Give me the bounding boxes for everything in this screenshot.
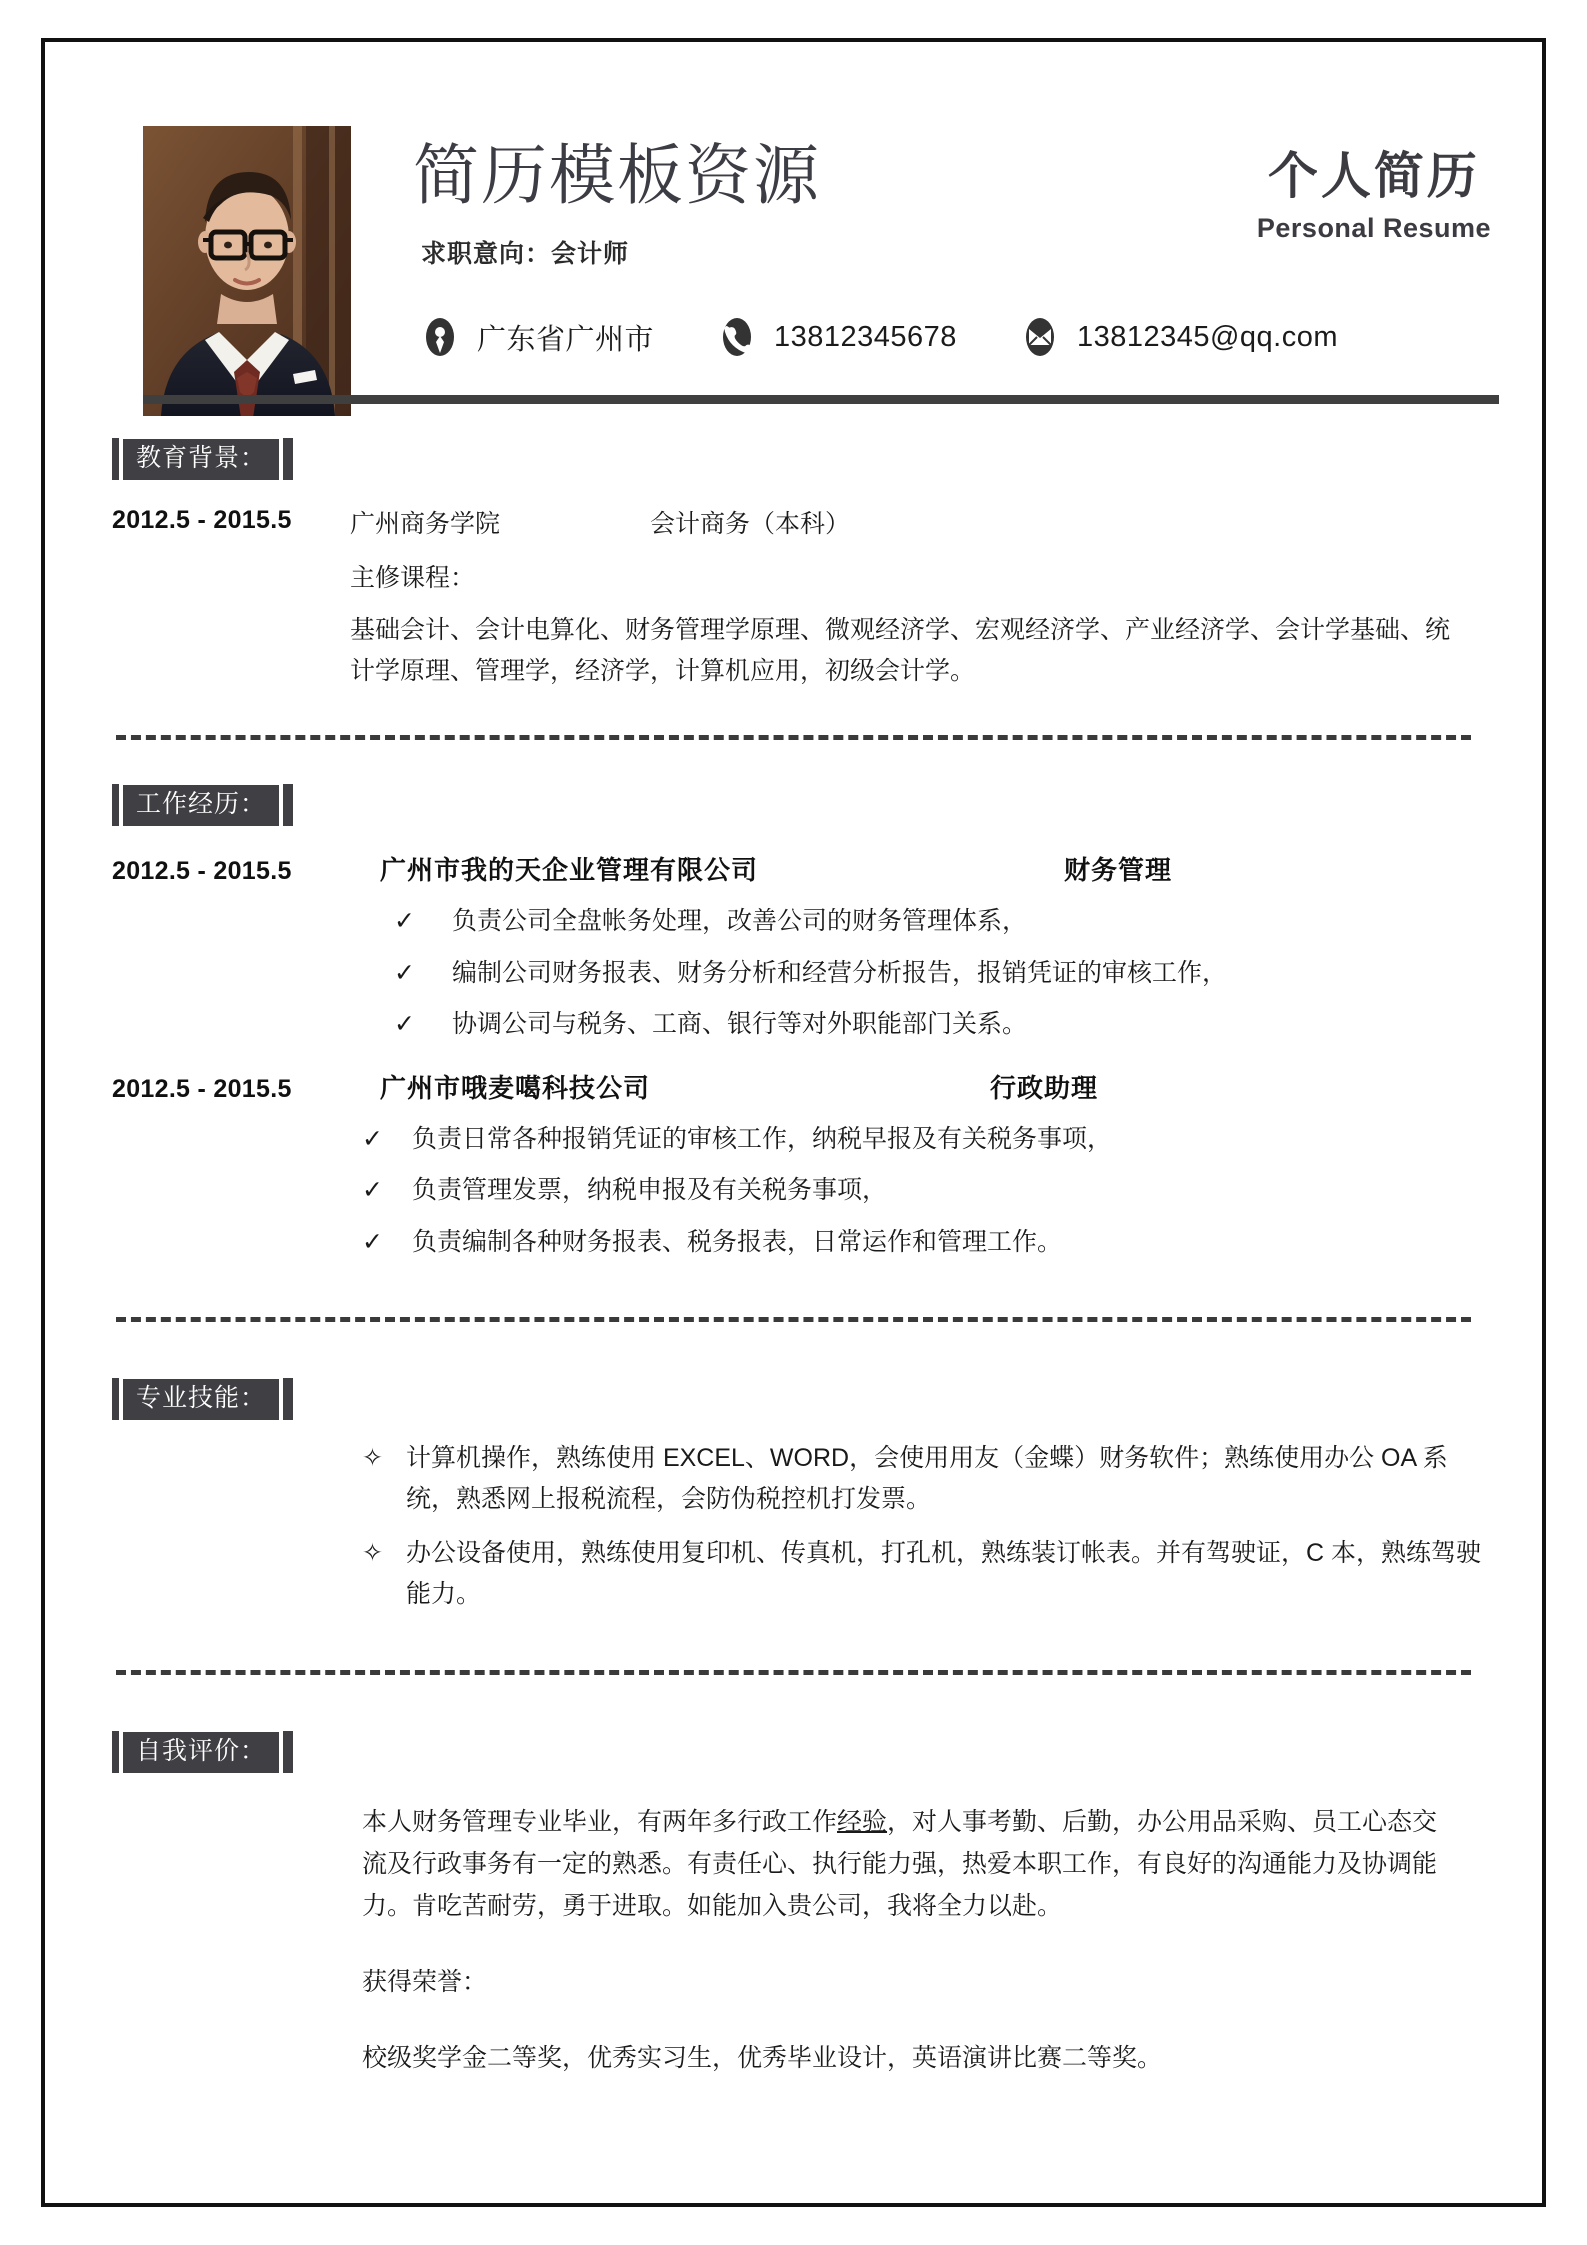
section-header-work: [112, 784, 1503, 826]
work-date: 2012.5 - 2015.5: [112, 857, 292, 885]
check-icon: ✓: [394, 907, 415, 935]
phone-icon: [716, 316, 758, 358]
work-company: 广州市我的天企业管理有限公司: [380, 855, 759, 885]
list-item: [112, 1121, 1503, 1159]
section-label-work: 工作经历：: [123, 785, 279, 826]
section-label-self-evaluation: 自我评价：: [123, 1732, 279, 1773]
self-evaluation-spellcheck-word: 经验: [837, 1808, 888, 1836]
education-heading-row: [350, 504, 1503, 540]
work-entry: [84, 850, 1503, 1044]
work-bullets: [112, 903, 1503, 1044]
list-item: [112, 903, 1503, 941]
section-accent-right: [283, 438, 293, 480]
list-item: [112, 955, 1503, 993]
check-icon: ✓: [394, 1010, 415, 1038]
contact-phone-value: 13812345678: [774, 320, 957, 353]
work-role: 行政助理: [990, 1072, 1099, 1103]
section-education: [84, 438, 1503, 691]
education-body: [350, 504, 1503, 691]
education-school: 广州商务学院: [350, 510, 501, 538]
page-title: 简历模板资源: [413, 138, 821, 212]
skill-text: 计算机操作，熟练使用 EXCEL、WORD，会使用用友（金蝶）财务软件；熟练使用办公 OA 系统，熟悉网上报税流程，会防伪税控机打发票。: [406, 1444, 1448, 1513]
resume-content: [84, 84, 1503, 2175]
section-accent-left: [112, 784, 119, 826]
work-bullet-text: 负责日常各种报销凭证的审核工作，纳税早报及有关税务事项，: [412, 1124, 1113, 1153]
header-title-left: [413, 136, 821, 270]
section-accent-right: [283, 1378, 293, 1420]
portrait-photo-icon: [143, 126, 351, 416]
envelope-icon: [1019, 316, 1061, 358]
self-evaluation-text-part1: 本人财务管理专业毕业，有两年多行政工作: [362, 1808, 838, 1836]
list-item: [112, 1172, 1503, 1210]
check-icon: ✓: [394, 958, 415, 987]
diamond-icon: ✧: [362, 1444, 383, 1472]
contact-row: [413, 316, 1503, 358]
header-title-row: [413, 136, 1503, 270]
skills-list: [84, 1438, 1503, 1614]
section-header-education: [112, 438, 1503, 480]
contact-phone: [716, 316, 957, 358]
work-bullet-text: 负责管理发票，纳税申报及有关税务事项，: [412, 1176, 888, 1204]
avatar: [143, 126, 351, 416]
education-entry: [84, 504, 1503, 691]
self-evaluation-body: [84, 1801, 1503, 2079]
self-evaluation-text-part2: ，对人事考勤、后勤，办公用品采购、员工心态交流及行政事务有一定的熟悉。有责任心、执行能力强，热爱本职工作，有良好的沟通能力及协调能力。肯吃苦耐劳，勇于进取。如能加入贵公司，我将全力以赴。: [362, 1808, 1438, 1920]
work-bullet-text: 负责公司全盘帐务处理，改善公司的财务管理体系，: [452, 907, 1028, 935]
section-accent-left: [112, 438, 119, 480]
self-evaluation-paragraph: [362, 1801, 1452, 1927]
list-item: [112, 1533, 1503, 1614]
contact-location: [419, 316, 654, 358]
section-self-evaluation: [84, 1731, 1503, 2079]
work-bullet-text: 协调公司与税务、工商、银行等对外职能部门关系。: [452, 1010, 1028, 1038]
check-icon: ✓: [362, 1176, 383, 1204]
work-entry: [84, 1068, 1503, 1262]
work-bullet-text: 编制公司财务报表、财务分析和经营分析报告，报销凭证的审核工作，: [452, 958, 1228, 987]
honors-text: 校级奖学金二等奖，优秀实习生，优秀毕业设计，英语演讲比赛二等奖。: [362, 2044, 1163, 2072]
work-bullets: [112, 1121, 1503, 1262]
location-pin-icon: [419, 316, 461, 358]
contact-location-value: 广东省广州市: [477, 323, 655, 356]
header-divider-bar: [143, 395, 1499, 404]
check-icon: ✓: [362, 1227, 383, 1256]
check-icon: ✓: [362, 1124, 383, 1153]
job-objective: 求职意向：会计师: [421, 240, 630, 268]
contact-email-value: 13812345@qq.com: [1076, 320, 1339, 353]
header-title-right: [1257, 136, 1503, 244]
education-major: 会计商务（本科）: [650, 510, 851, 538]
section-skills: [84, 1378, 1503, 1614]
education-courses: 基础会计、会计电算化、财务管理学原理、微观经济学、宏观经济学、产业经济学、会计学基础、统计学原理、管理学，经济学，计算机应用，初级会计学。: [350, 616, 1451, 685]
work-entry-heading: [112, 850, 1503, 887]
honors-label: 获得荣誉：: [362, 1968, 488, 1996]
work-date: 2012.5 - 2015.5: [112, 1074, 292, 1103]
section-accent-left: [112, 1731, 119, 1773]
contact-email: [1019, 316, 1338, 358]
education-courses-label: 主修课程：: [350, 564, 476, 592]
section-work: [84, 784, 1503, 1261]
section-label-education: 教育背景：: [123, 439, 279, 480]
section-accent-left: [112, 1378, 119, 1420]
header-main: [351, 126, 1503, 358]
work-bullet-text: 负责编制各种财务报表、税务报表，日常运作和管理工作。: [412, 1227, 1063, 1256]
diamond-icon: ✧: [362, 1539, 383, 1567]
section-label-skills: 专业技能：: [123, 1379, 279, 1420]
resume-header: [84, 84, 1503, 394]
work-entry-heading: [112, 1068, 1503, 1105]
section-accent-right: [283, 784, 293, 826]
resume-title-cn: 个人简历: [1267, 148, 1480, 204]
skill-text: 办公设备使用，熟练使用复印机、传真机，打孔机，熟练装订帐表。并有驾驶证，C 本，熟练驾驶能力。: [406, 1539, 1482, 1608]
work-role: 财务管理: [1064, 855, 1173, 885]
list-item: [112, 1438, 1503, 1519]
resume-title-en: Personal Resume: [1256, 212, 1491, 243]
section-header-self-evaluation: [112, 1731, 1503, 1773]
list-item: [112, 1006, 1503, 1044]
list-item: [112, 1224, 1503, 1262]
section-header-skills: [112, 1378, 1503, 1420]
work-company: 广州市哦麦噶科技公司: [380, 1072, 651, 1103]
education-date: 2012.5 - 2015.5: [112, 506, 292, 534]
section-accent-right: [283, 1731, 293, 1773]
